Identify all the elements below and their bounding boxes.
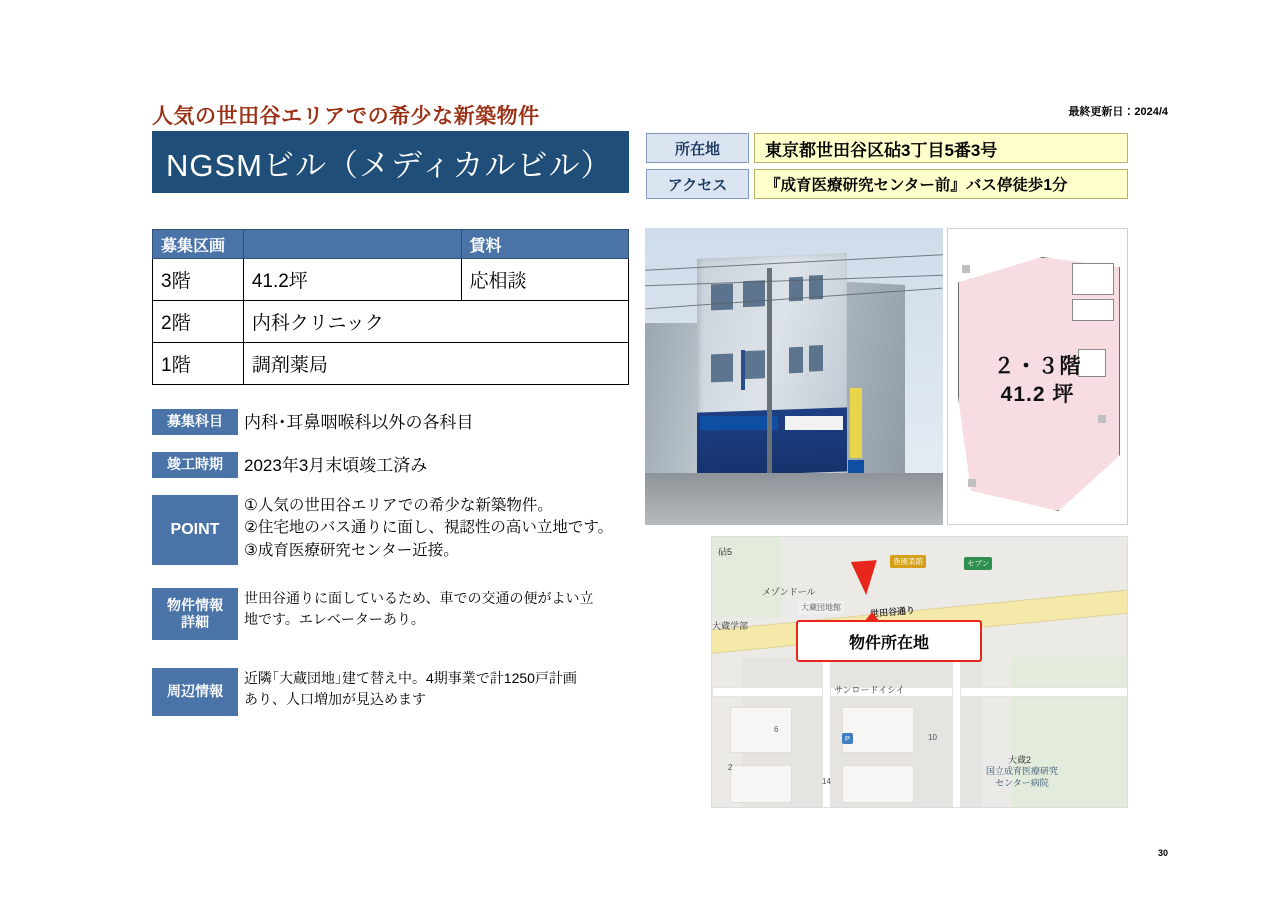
map-building [842, 707, 914, 753]
table-row [153, 259, 629, 301]
floor-plan [947, 228, 1128, 525]
map-hospital-label [962, 765, 1082, 789]
table-row [153, 343, 629, 385]
detail-label-point: POINT [152, 495, 238, 565]
map-callout [796, 620, 982, 662]
detail-label-subjects: 募集科目 [152, 409, 238, 435]
map-hospital-line2: センター病院 [995, 778, 1049, 789]
area-info-line-2: あり、人口増加が見込めます [244, 691, 426, 707]
floor-plan-line1: ２・３階 [993, 355, 1082, 378]
address-label: 所在地 [646, 133, 749, 163]
detail-row-subjects [152, 409, 474, 436]
map-poi-convenience: セブン [964, 557, 992, 570]
last-updated-label: 最終更新日：2024/4 [1068, 106, 1168, 118]
property-info-label-line2: 詳細 [181, 614, 209, 630]
detail-row-property-info [152, 588, 593, 640]
detail-text-area-info [244, 668, 577, 716]
area-info-line-1: 近隣｢大蔵団地｣建て替え中。4期事業で計1250戸計画 [244, 670, 577, 686]
map-label-okura2: 大蔵2 [1008, 755, 1032, 765]
detail-row-completion [152, 452, 427, 479]
detail-row-area-info [152, 668, 577, 716]
map-label-10: 10 [928, 733, 937, 742]
table-row [153, 301, 629, 343]
map-poi-parking: P [842, 733, 853, 744]
detail-text-subjects: 内科･耳鼻咽喉科以外の各科目 [244, 413, 474, 432]
detail-text-property-info [244, 588, 593, 640]
catch-copy: 人気の世田谷エリアでの希少な新築物件 [152, 105, 540, 128]
row-floor: 3階 [153, 259, 244, 301]
detail-text-point [244, 495, 613, 565]
photo-traffic-sign [741, 350, 745, 390]
row-rent: 応相談 [461, 259, 628, 301]
access-row [646, 169, 1128, 199]
floor-plan-column [968, 479, 976, 487]
detail-row-point [152, 495, 613, 565]
row-detail: 調剤薬局 [243, 343, 628, 385]
property-info-line-2: 地です。エレベーターあり。 [244, 611, 425, 627]
map-building [730, 765, 792, 803]
map-label-okuradanchi: 大蔵団地館 [798, 601, 844, 614]
row-detail: 41.2坪 [243, 259, 461, 301]
property-info-table [646, 133, 1128, 205]
map-poi-restaurant: 巻園菜館 [890, 555, 926, 568]
map-label-okuragakubu: 大蔵学部 [712, 621, 749, 631]
map-location-marker [851, 560, 879, 596]
map-label-maisondor: メゾンドール [762, 587, 816, 597]
row-floor: 2階 [153, 301, 244, 343]
row-floor: 1階 [153, 343, 244, 385]
building-title: NGSMビル（メディカルビル） [166, 147, 613, 183]
header-spacer [243, 230, 461, 259]
map-label-sunroad: サンロードイシイ [834, 685, 905, 695]
point-line-3: ③成育医療研究センター近接。 [244, 541, 459, 559]
access-label: アクセス [646, 169, 749, 199]
map-callout-text: 物件所在地 [848, 634, 929, 652]
property-info-line-1: 世田谷通りに面しているため、車での交通の便がよい立 [244, 590, 594, 606]
photo-road [645, 473, 943, 525]
header-section: 募集区画 [153, 230, 244, 259]
photo-sign-clinic [785, 416, 843, 430]
header-rent: 賃料 [461, 230, 628, 259]
floor-plan-line2: 41.2 坪 [1000, 383, 1075, 407]
building-title-bar [152, 131, 629, 193]
floor-plan-column [962, 265, 970, 273]
map-label-2: 2 [728, 763, 733, 772]
map-building [842, 765, 914, 803]
map-label-kinuta5: 砧5 [718, 547, 733, 557]
map-main-road-label: 世田谷通り [869, 605, 916, 619]
detail-label-area-info: 周辺情報 [152, 668, 238, 716]
address-row [646, 133, 1128, 163]
floor-plan-label [948, 353, 1127, 410]
row-detail: 内科クリニック [243, 301, 628, 343]
page-number: 30 [1157, 848, 1168, 858]
detail-text-completion: 2023年3月末頃竣工済み [244, 456, 428, 475]
address-value: 東京都世田谷区砧3丁目5番3号 [754, 133, 1128, 163]
photo-sign-vertical [850, 388, 862, 458]
access-value: 『成育医療研究センター前』バス停徒歩1分 [754, 169, 1128, 199]
table-header-row [153, 230, 629, 259]
photo-utility-pole [767, 268, 772, 508]
map-label-14: 14 [822, 777, 831, 786]
map-label-6: 6 [774, 725, 779, 734]
property-info-label-line1: 物件情報 [167, 596, 223, 613]
floor-plan-column [1098, 415, 1106, 423]
detail-label-property-info [152, 588, 238, 640]
floor-plan-room [1072, 263, 1114, 295]
location-map[interactable] [711, 536, 1128, 808]
map-hospital-line1: 国立成育医療研究 [985, 766, 1058, 776]
point-line-1: ①人気の世田谷エリアでの希少な新築物件。 [244, 497, 553, 514]
detail-label-completion: 竣工時期 [152, 452, 238, 478]
map-building [730, 707, 792, 753]
map-road [712, 687, 1128, 697]
rooms-table [152, 229, 629, 385]
point-line-2: ②住宅地のバス通りに面し、視認性の高い立地です。 [244, 519, 614, 537]
building-photo [645, 228, 943, 525]
floor-plan-room [1072, 299, 1114, 321]
